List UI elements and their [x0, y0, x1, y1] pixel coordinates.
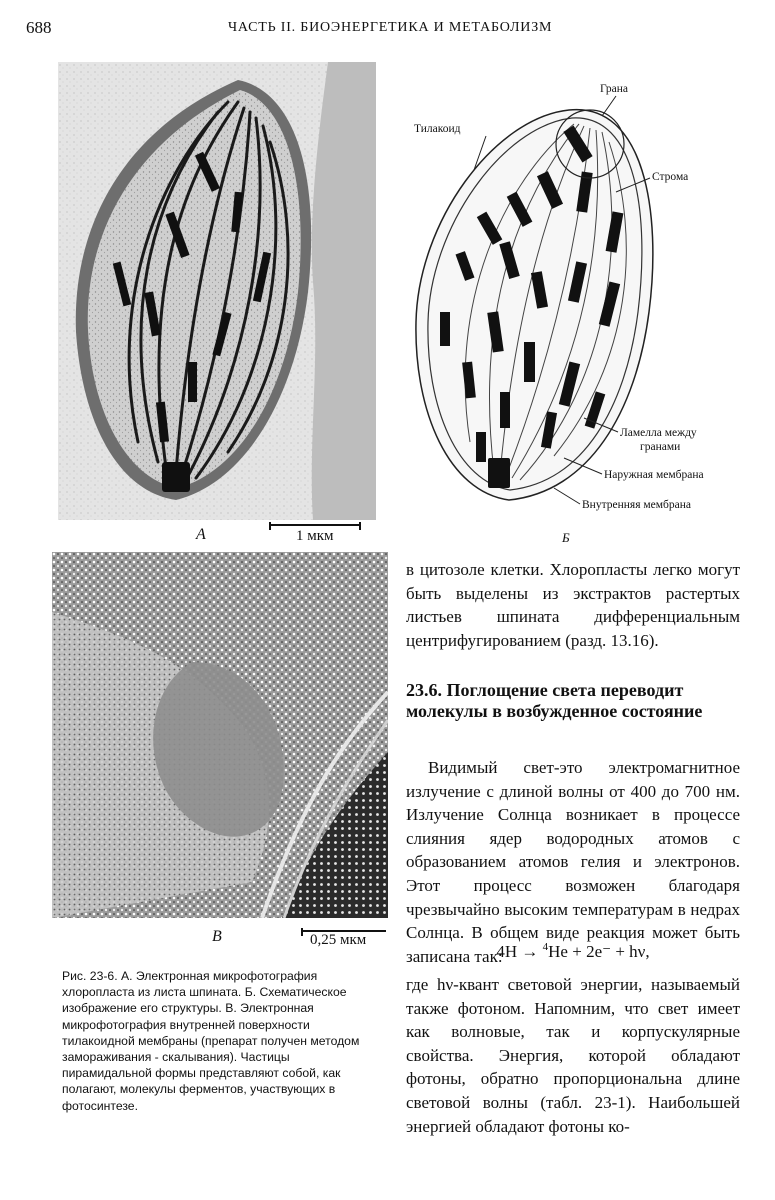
thylakoid-membrane-micrograph-image — [52, 552, 388, 918]
paragraph-continuation: в цитозоле клетки. Хлоропласты легко могут быть выделены из экстрактов растертых листьев шпината дифференциальным центрифугированием (разд. 13.16). — [406, 560, 740, 650]
label-thylakoid: Тилакоид — [414, 123, 461, 135]
reaction-equation — [406, 941, 740, 962]
equation-right: He + 2e⁻ + hν, — [548, 942, 650, 961]
figure-a-panel-letter: А — [196, 526, 206, 543]
equation-left: 4H → — [496, 942, 539, 961]
equation-superscript: 4 — [542, 941, 549, 953]
chloroplast-micrograph-image — [58, 62, 376, 520]
figure-c-scale-bar — [300, 928, 390, 952]
chloroplast-schematic-drawing — [404, 62, 734, 532]
label-grana: Грана — [600, 83, 629, 95]
figure-c-scale-label: 0,25 мкм — [310, 932, 367, 948]
label-outer-membrane: Наружная мембрана — [604, 469, 704, 481]
figure-b-panel-letter: Б — [562, 530, 570, 545]
running-head-title: ЧАСТЬ II. БИОЭНЕРГЕТИКА И МЕТАБОЛИЗМ — [228, 20, 553, 35]
figure-caption: Рис. 23-6. А. Электронная микрофотография хлоропласта из листа шпината. Б. Схематическое изображение его структуры. В. Электронная микрофотография внутренней поверхности тилакоидной мембраны (препарат получен методом замораживания - скалывания). Частицы пирамидальной формы представляют собой, как полагают, молекулы ферментов, участвующих в фотосинтезе. — [62, 969, 360, 1113]
label-lamella-line1: Ламелла между — [620, 427, 697, 439]
paragraph-main: Видимый свет-это электромагнитное излучение с длиной волны от 400 до 700 нм. Излучение Солнца возникает в процессе слияния ядер водородных атомов с образованием атомов гелия и электронов. Этот процесс возможен благодаря чрезвычайно высоким температурам в недрах Солнца. В общем виде реакция может быть записана так: — [406, 758, 740, 966]
label-lamella-line2: гранами — [640, 441, 681, 453]
paragraph-photon: где hν-квант световой энергии, называемый также фотоном. Напомним, что свет имеет как волновые, так и корпускулярные свойства. Энергия, которой обладают фотоны, обратно пропорциональна длине световой волны (табл. 23-1). Наибольшей энергией обладают фотоны ко- — [406, 975, 740, 1136]
section-heading: 23.6. Поглощение света переводит молекулы в возбужденное состояние — [406, 680, 703, 721]
label-inner-membrane: Внутренняя мембрана — [582, 499, 691, 511]
figure-a-scale-label: 1 мкм — [296, 528, 334, 544]
running-head — [0, 18, 775, 44]
figure-a-scale-bar — [268, 522, 364, 546]
page-number: 688 — [26, 18, 52, 37]
label-stroma: Строма — [652, 171, 689, 183]
figure-c-panel-letter: В — [212, 928, 222, 945]
figure-b-schematic — [404, 62, 734, 545]
